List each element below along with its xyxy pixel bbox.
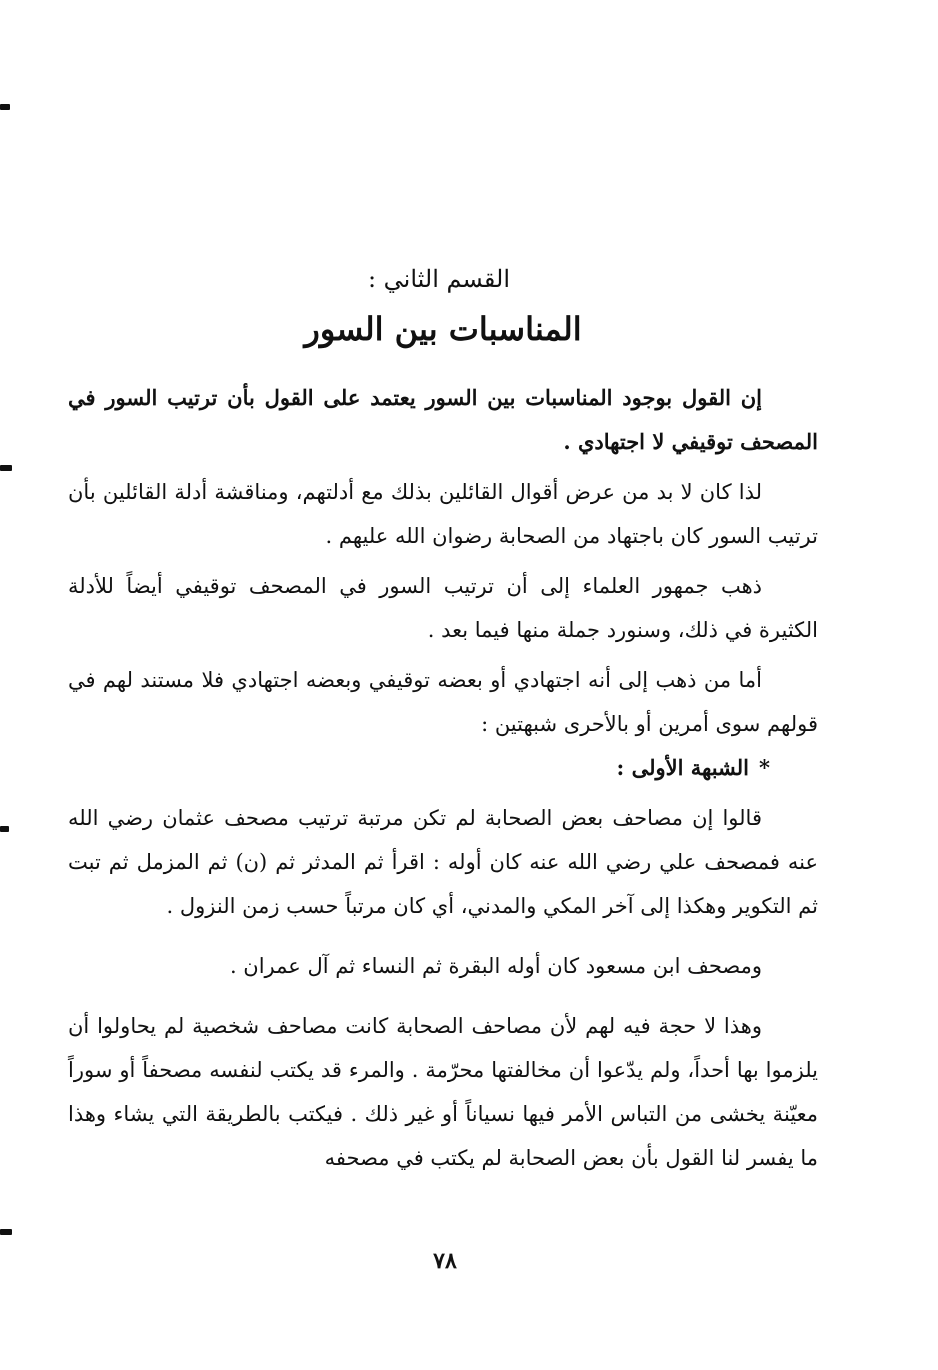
paragraph: أما من ذهب إلى أنه اجتهادي أو بعضه توقيفي وبعضه اجتهادي فلا مستند لهم في قولهم سوى أمرين أو بالأحرى شبهتين : [68,668,818,736]
paragraph: ذهب جمهور العلماء إلى أن ترتيب السور في المصحف توقيفي أيضاً للأدلة الكثيرة في ذلك، وسنورد جملة منها فيما بعد . [68,574,818,642]
intro-paragraph: إن القول بوجود المناسبات بين السور يعتمد على القول بأن ترتيب السور في المصحف توقيفي لا اجتهادي . [68,385,818,454]
paragraph: وهذا لا حجة فيه لهم لأن مصاحف الصحابة كانت مصاحف شخصية لم يحاولوا أن يلزموا بها أحداً، ولم يدّعوا أن مخالفتها محرّمة . والمرء قد يكتب لنفسه مصحفاً أو سوراً معيّنة يخشى من التباس الأمر فيها نسياناً أو غير ذلك . فيكتب بالطريقة التي يشاء وهذا ما يفسر لنا القول بأن بعض الصحابة لم يكتب في مصحفه [68,1014,818,1170]
first-doubt-heading-text: الشبهة الأولى : [616,755,750,780]
paragraph: ومصحف ابن مسعود كان أوله البقرة ثم النساء ثم آل عمران . [229,954,762,978]
paragraph: قالوا إن مصاحف بعض الصحابة لم تكن مرتبة ترتيب مصحف عثمان رضي الله عنه فمصحف علي رضي الله عنه كان أوله : اقرأ ثم المدثر ثم (ن) ثم المزمل ثم تبت ثم التكوير وهكذا إلى آخر المكي والمدني، أي كان مرتباً حسب زمن النزول . [68,806,818,918]
page-body [68,262,818,1186]
scan-margin-mark [0,104,10,110]
section-title: المناسبات بين السور [304,310,582,348]
paragraph: لذا كان لا بد من عرض أقوال القائلين بذلك مع أدلتهم، ومناقشة أدلة القائلين بأن ترتيب السور كان باجتهاد من الصحابة رضوان الله عليهم . [68,480,818,548]
scan-margin-mark [0,826,9,832]
scan-margin-mark [0,465,12,471]
star-icon: * [759,755,770,780]
page-number: ٧٨ [433,1248,457,1274]
scan-margin-mark [0,1229,12,1235]
section-label: القسم الثاني : [367,265,511,293]
first-doubt-heading [68,746,818,790]
